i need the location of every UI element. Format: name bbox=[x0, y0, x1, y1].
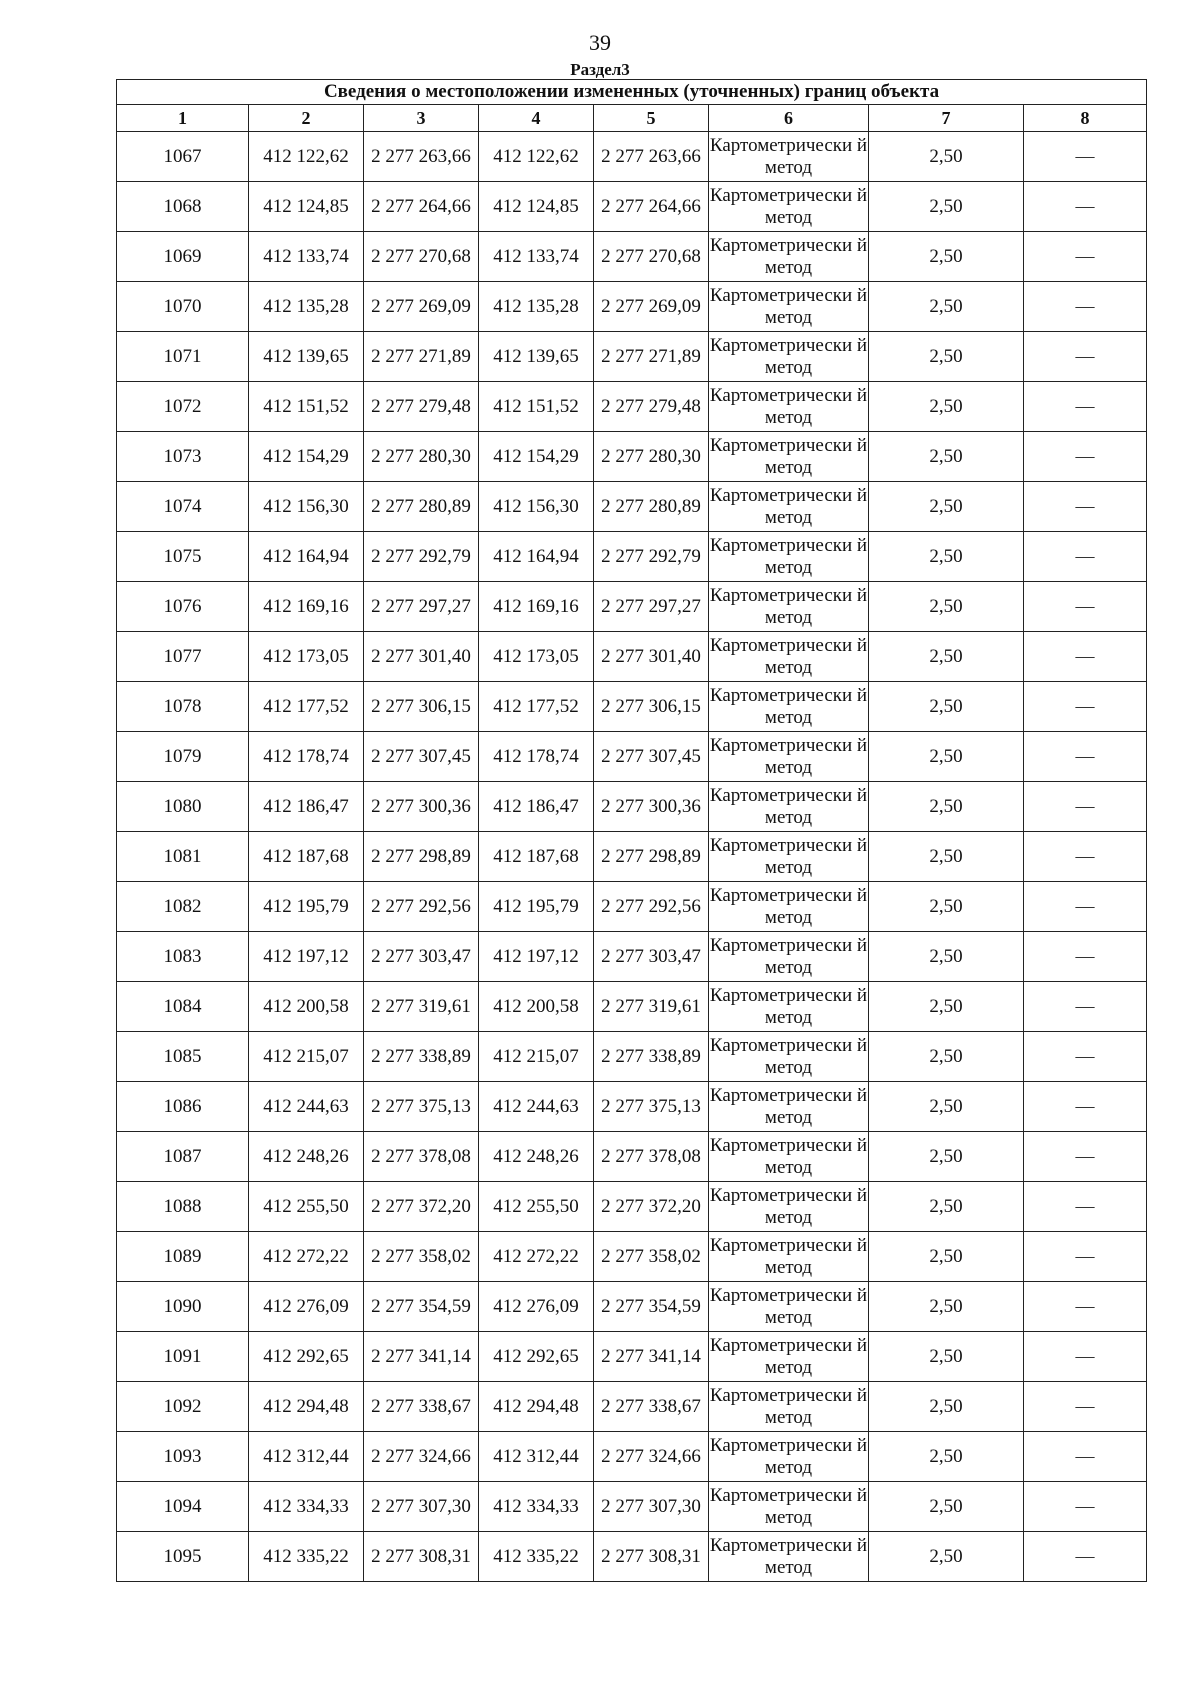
accuracy-cell: 2,50 bbox=[869, 582, 1024, 632]
y-new-cell: 2 277 338,89 bbox=[594, 1032, 709, 1082]
table-body bbox=[117, 132, 1147, 1582]
method-cell: Картометрически й метод bbox=[709, 782, 869, 832]
method-cell: Картометрически й метод bbox=[709, 232, 869, 282]
method-cell: Картометрически й метод bbox=[709, 1382, 869, 1432]
column-number-6: 6 bbox=[709, 105, 869, 132]
method-cell: Картометрически й метод bbox=[709, 832, 869, 882]
x-new-cell: 412 312,44 bbox=[479, 1432, 594, 1482]
point-number-cell: 1090 bbox=[117, 1282, 249, 1332]
accuracy-cell: 2,50 bbox=[869, 1282, 1024, 1332]
table-row bbox=[117, 482, 1147, 532]
x-new-cell: 412 178,74 bbox=[479, 732, 594, 782]
y-new-cell: 2 277 269,09 bbox=[594, 282, 709, 332]
accuracy-cell: 2,50 bbox=[869, 782, 1024, 832]
x-new-cell: 412 244,63 bbox=[479, 1082, 594, 1132]
column-number-2: 2 bbox=[249, 105, 364, 132]
column-number-8: 8 bbox=[1024, 105, 1147, 132]
point-number-cell: 1094 bbox=[117, 1482, 249, 1532]
method-cell: Картометрически й метод bbox=[709, 632, 869, 682]
x-existing-cell: 412 272,22 bbox=[249, 1232, 364, 1282]
accuracy-cell: 2,50 bbox=[869, 832, 1024, 882]
y-existing-cell: 2 277 292,79 bbox=[364, 532, 479, 582]
note-cell: — bbox=[1024, 1082, 1147, 1132]
x-new-cell: 412 187,68 bbox=[479, 832, 594, 882]
point-number-cell: 1091 bbox=[117, 1332, 249, 1382]
table-row bbox=[117, 1332, 1147, 1382]
y-new-cell: 2 277 301,40 bbox=[594, 632, 709, 682]
point-number-cell: 1088 bbox=[117, 1182, 249, 1232]
y-new-cell: 2 277 375,13 bbox=[594, 1082, 709, 1132]
y-existing-cell: 2 277 338,89 bbox=[364, 1032, 479, 1082]
accuracy-cell: 2,50 bbox=[869, 1182, 1024, 1232]
point-number-cell: 1069 bbox=[117, 232, 249, 282]
table-row bbox=[117, 1432, 1147, 1482]
note-cell: — bbox=[1024, 282, 1147, 332]
note-cell: — bbox=[1024, 1282, 1147, 1332]
method-cell: Картометрически й метод bbox=[709, 932, 869, 982]
y-new-cell: 2 277 300,36 bbox=[594, 782, 709, 832]
x-existing-cell: 412 255,50 bbox=[249, 1182, 364, 1232]
note-cell: — bbox=[1024, 332, 1147, 382]
note-cell: — bbox=[1024, 582, 1147, 632]
method-cell: Картометрически й метод bbox=[709, 282, 869, 332]
x-new-cell: 412 195,79 bbox=[479, 882, 594, 932]
accuracy-cell: 2,50 bbox=[869, 1232, 1024, 1282]
method-cell: Картометрически й метод bbox=[709, 982, 869, 1032]
y-new-cell: 2 277 280,30 bbox=[594, 432, 709, 482]
y-new-cell: 2 277 378,08 bbox=[594, 1132, 709, 1182]
table-row bbox=[117, 432, 1147, 482]
table-row bbox=[117, 682, 1147, 732]
accuracy-cell: 2,50 bbox=[869, 232, 1024, 282]
accuracy-cell: 2,50 bbox=[869, 1032, 1024, 1082]
x-new-cell: 412 272,22 bbox=[479, 1232, 594, 1282]
point-number-cell: 1068 bbox=[117, 182, 249, 232]
method-cell: Картометрически й метод bbox=[709, 382, 869, 432]
column-number-5: 5 bbox=[594, 105, 709, 132]
x-existing-cell: 412 195,79 bbox=[249, 882, 364, 932]
table-row bbox=[117, 632, 1147, 682]
x-new-cell: 412 154,29 bbox=[479, 432, 594, 482]
accuracy-cell: 2,50 bbox=[869, 1382, 1024, 1432]
x-existing-cell: 412 334,33 bbox=[249, 1482, 364, 1532]
method-cell: Картометрически й метод bbox=[709, 482, 869, 532]
y-existing-cell: 2 277 307,30 bbox=[364, 1482, 479, 1532]
table-row bbox=[117, 1482, 1147, 1532]
note-cell: — bbox=[1024, 1182, 1147, 1232]
point-number-cell: 1077 bbox=[117, 632, 249, 682]
note-cell: — bbox=[1024, 1232, 1147, 1282]
method-cell: Картометрически й метод bbox=[709, 532, 869, 582]
method-cell: Картометрически й метод bbox=[709, 732, 869, 782]
method-cell: Картометрически й метод bbox=[709, 132, 869, 182]
x-existing-cell: 412 292,65 bbox=[249, 1332, 364, 1382]
x-existing-cell: 412 173,05 bbox=[249, 632, 364, 682]
note-cell: — bbox=[1024, 632, 1147, 682]
table-row bbox=[117, 732, 1147, 782]
point-number-cell: 1093 bbox=[117, 1432, 249, 1482]
x-existing-cell: 412 294,48 bbox=[249, 1382, 364, 1432]
x-new-cell: 412 276,09 bbox=[479, 1282, 594, 1332]
point-number-cell: 1095 bbox=[117, 1532, 249, 1582]
point-number-cell: 1081 bbox=[117, 832, 249, 882]
x-existing-cell: 412 197,12 bbox=[249, 932, 364, 982]
point-number-cell: 1092 bbox=[117, 1382, 249, 1432]
method-cell: Картометрически й метод bbox=[709, 882, 869, 932]
column-number-3: 3 bbox=[364, 105, 479, 132]
point-number-cell: 1086 bbox=[117, 1082, 249, 1132]
x-existing-cell: 412 139,65 bbox=[249, 332, 364, 382]
table-row bbox=[117, 882, 1147, 932]
x-new-cell: 412 292,65 bbox=[479, 1332, 594, 1382]
point-number-cell: 1075 bbox=[117, 532, 249, 582]
y-new-cell: 2 277 271,89 bbox=[594, 332, 709, 382]
table-row bbox=[117, 1382, 1147, 1432]
x-new-cell: 412 135,28 bbox=[479, 282, 594, 332]
x-new-cell: 412 139,65 bbox=[479, 332, 594, 382]
method-cell: Картометрически й метод bbox=[709, 1232, 869, 1282]
y-existing-cell: 2 277 297,27 bbox=[364, 582, 479, 632]
method-cell: Картометрически й метод bbox=[709, 1532, 869, 1582]
point-number-cell: 1085 bbox=[117, 1032, 249, 1082]
table-row bbox=[117, 1532, 1147, 1582]
accuracy-cell: 2,50 bbox=[869, 1532, 1024, 1582]
column-numbers-row bbox=[117, 105, 1147, 132]
note-cell: — bbox=[1024, 782, 1147, 832]
table-caption: Сведения о местоположении измененных (уточненных) границ объекта bbox=[117, 80, 1147, 105]
x-new-cell: 412 169,16 bbox=[479, 582, 594, 632]
accuracy-cell: 2,50 bbox=[869, 382, 1024, 432]
y-new-cell: 2 277 292,56 bbox=[594, 882, 709, 932]
note-cell: — bbox=[1024, 532, 1147, 582]
y-existing-cell: 2 277 269,09 bbox=[364, 282, 479, 332]
table-row bbox=[117, 1082, 1147, 1132]
y-new-cell: 2 277 338,67 bbox=[594, 1382, 709, 1432]
method-cell: Картометрически й метод bbox=[709, 432, 869, 482]
note-cell: — bbox=[1024, 982, 1147, 1032]
y-new-cell: 2 277 297,27 bbox=[594, 582, 709, 632]
x-existing-cell: 412 178,74 bbox=[249, 732, 364, 782]
column-number-7: 7 bbox=[869, 105, 1024, 132]
point-number-cell: 1067 bbox=[117, 132, 249, 182]
y-existing-cell: 2 277 324,66 bbox=[364, 1432, 479, 1482]
x-new-cell: 412 177,52 bbox=[479, 682, 594, 732]
x-existing-cell: 412 186,47 bbox=[249, 782, 364, 832]
method-cell: Картометрически й метод bbox=[709, 1032, 869, 1082]
method-cell: Картометрически й метод bbox=[709, 582, 869, 632]
accuracy-cell: 2,50 bbox=[869, 1332, 1024, 1382]
note-cell: — bbox=[1024, 1332, 1147, 1382]
table-row bbox=[117, 932, 1147, 982]
section-title: Раздел3 bbox=[570, 60, 630, 79]
x-existing-cell: 412 151,52 bbox=[249, 382, 364, 432]
table-row bbox=[117, 382, 1147, 432]
point-number-cell: 1078 bbox=[117, 682, 249, 732]
table-row bbox=[117, 832, 1147, 882]
accuracy-cell: 2,50 bbox=[869, 632, 1024, 682]
x-new-cell: 412 294,48 bbox=[479, 1382, 594, 1432]
note-cell: — bbox=[1024, 432, 1147, 482]
y-new-cell: 2 277 307,45 bbox=[594, 732, 709, 782]
y-existing-cell: 2 277 271,89 bbox=[364, 332, 479, 382]
y-existing-cell: 2 277 303,47 bbox=[364, 932, 479, 982]
y-new-cell: 2 277 324,66 bbox=[594, 1432, 709, 1482]
y-new-cell: 2 277 306,15 bbox=[594, 682, 709, 732]
accuracy-cell: 2,50 bbox=[869, 132, 1024, 182]
x-new-cell: 412 133,74 bbox=[479, 232, 594, 282]
x-new-cell: 412 173,05 bbox=[479, 632, 594, 682]
note-cell: — bbox=[1024, 1382, 1147, 1432]
method-cell: Картометрически й метод bbox=[709, 1182, 869, 1232]
x-new-cell: 412 151,52 bbox=[479, 382, 594, 432]
point-number-cell: 1083 bbox=[117, 932, 249, 982]
y-new-cell: 2 277 303,47 bbox=[594, 932, 709, 982]
x-existing-cell: 412 124,85 bbox=[249, 182, 364, 232]
y-existing-cell: 2 277 300,36 bbox=[364, 782, 479, 832]
accuracy-cell: 2,50 bbox=[869, 532, 1024, 582]
point-number-cell: 1072 bbox=[117, 382, 249, 432]
x-new-cell: 412 186,47 bbox=[479, 782, 594, 832]
y-new-cell: 2 277 292,79 bbox=[594, 532, 709, 582]
y-existing-cell: 2 277 263,66 bbox=[364, 132, 479, 182]
y-existing-cell: 2 277 301,40 bbox=[364, 632, 479, 682]
x-new-cell: 412 334,33 bbox=[479, 1482, 594, 1532]
table-row bbox=[117, 532, 1147, 582]
note-cell: — bbox=[1024, 1432, 1147, 1482]
note-cell: — bbox=[1024, 932, 1147, 982]
note-cell: — bbox=[1024, 132, 1147, 182]
method-cell: Картометрически й метод bbox=[709, 1332, 869, 1382]
accuracy-cell: 2,50 bbox=[869, 432, 1024, 482]
x-existing-cell: 412 133,74 bbox=[249, 232, 364, 282]
table-row bbox=[117, 1182, 1147, 1232]
x-new-cell: 412 335,22 bbox=[479, 1532, 594, 1582]
point-number-cell: 1084 bbox=[117, 982, 249, 1032]
note-cell: — bbox=[1024, 882, 1147, 932]
x-existing-cell: 412 169,16 bbox=[249, 582, 364, 632]
point-number-cell: 1074 bbox=[117, 482, 249, 532]
point-number-cell: 1080 bbox=[117, 782, 249, 832]
note-cell: — bbox=[1024, 382, 1147, 432]
note-cell: — bbox=[1024, 1132, 1147, 1182]
y-existing-cell: 2 277 270,68 bbox=[364, 232, 479, 282]
table-row bbox=[117, 982, 1147, 1032]
page-number: 39 bbox=[589, 30, 611, 55]
x-existing-cell: 412 156,30 bbox=[249, 482, 364, 532]
y-existing-cell: 2 277 354,59 bbox=[364, 1282, 479, 1332]
y-existing-cell: 2 277 319,61 bbox=[364, 982, 479, 1032]
y-new-cell: 2 277 270,68 bbox=[594, 232, 709, 282]
accuracy-cell: 2,50 bbox=[869, 1082, 1024, 1132]
table-row bbox=[117, 1032, 1147, 1082]
method-cell: Картометрически й метод bbox=[709, 1132, 869, 1182]
y-new-cell: 2 277 341,14 bbox=[594, 1332, 709, 1382]
method-cell: Картометрически й метод bbox=[709, 1432, 869, 1482]
x-existing-cell: 412 122,62 bbox=[249, 132, 364, 182]
y-existing-cell: 2 277 280,89 bbox=[364, 482, 479, 532]
table-row bbox=[117, 332, 1147, 382]
point-number-cell: 1073 bbox=[117, 432, 249, 482]
point-number-cell: 1076 bbox=[117, 582, 249, 632]
point-number-cell: 1087 bbox=[117, 1132, 249, 1182]
x-new-cell: 412 200,58 bbox=[479, 982, 594, 1032]
point-number-cell: 1079 bbox=[117, 732, 249, 782]
y-new-cell: 2 277 298,89 bbox=[594, 832, 709, 882]
note-cell: — bbox=[1024, 1482, 1147, 1532]
accuracy-cell: 2,50 bbox=[869, 182, 1024, 232]
note-cell: — bbox=[1024, 232, 1147, 282]
point-number-cell: 1089 bbox=[117, 1232, 249, 1282]
x-new-cell: 412 156,30 bbox=[479, 482, 594, 532]
note-cell: — bbox=[1024, 732, 1147, 782]
note-cell: — bbox=[1024, 682, 1147, 732]
x-existing-cell: 412 177,52 bbox=[249, 682, 364, 732]
y-existing-cell: 2 277 358,02 bbox=[364, 1232, 479, 1282]
table-row bbox=[117, 582, 1147, 632]
x-existing-cell: 412 200,58 bbox=[249, 982, 364, 1032]
point-number-cell: 1082 bbox=[117, 882, 249, 932]
table-row bbox=[117, 232, 1147, 282]
table-row bbox=[117, 1282, 1147, 1332]
x-existing-cell: 412 154,29 bbox=[249, 432, 364, 482]
x-new-cell: 412 122,62 bbox=[479, 132, 594, 182]
y-existing-cell: 2 277 279,48 bbox=[364, 382, 479, 432]
method-cell: Картометрически й метод bbox=[709, 182, 869, 232]
method-cell: Картометрически й метод bbox=[709, 682, 869, 732]
accuracy-cell: 2,50 bbox=[869, 932, 1024, 982]
x-new-cell: 412 124,85 bbox=[479, 182, 594, 232]
boundary-coordinates-table bbox=[116, 79, 1147, 1582]
x-existing-cell: 412 187,68 bbox=[249, 832, 364, 882]
x-existing-cell: 412 248,26 bbox=[249, 1132, 364, 1182]
x-new-cell: 412 164,94 bbox=[479, 532, 594, 582]
table-row bbox=[117, 182, 1147, 232]
y-new-cell: 2 277 307,30 bbox=[594, 1482, 709, 1532]
point-number-cell: 1071 bbox=[117, 332, 249, 382]
method-cell: Картометрически й метод bbox=[709, 1282, 869, 1332]
y-existing-cell: 2 277 264,66 bbox=[364, 182, 479, 232]
column-number-1: 1 bbox=[117, 105, 249, 132]
x-new-cell: 412 255,50 bbox=[479, 1182, 594, 1232]
note-cell: — bbox=[1024, 832, 1147, 882]
note-cell: — bbox=[1024, 182, 1147, 232]
y-existing-cell: 2 277 306,15 bbox=[364, 682, 479, 732]
y-new-cell: 2 277 280,89 bbox=[594, 482, 709, 532]
y-new-cell: 2 277 264,66 bbox=[594, 182, 709, 232]
y-new-cell: 2 277 354,59 bbox=[594, 1282, 709, 1332]
accuracy-cell: 2,50 bbox=[869, 1432, 1024, 1482]
table-row bbox=[117, 1232, 1147, 1282]
y-existing-cell: 2 277 338,67 bbox=[364, 1382, 479, 1432]
method-cell: Картометрически й метод bbox=[709, 1482, 869, 1532]
x-existing-cell: 412 135,28 bbox=[249, 282, 364, 332]
accuracy-cell: 2,50 bbox=[869, 1132, 1024, 1182]
table-row bbox=[117, 132, 1147, 182]
x-existing-cell: 412 276,09 bbox=[249, 1282, 364, 1332]
accuracy-cell: 2,50 bbox=[869, 682, 1024, 732]
y-existing-cell: 2 277 307,45 bbox=[364, 732, 479, 782]
y-existing-cell: 2 277 308,31 bbox=[364, 1532, 479, 1582]
method-cell: Картометрически й метод bbox=[709, 1082, 869, 1132]
accuracy-cell: 2,50 bbox=[869, 482, 1024, 532]
y-existing-cell: 2 277 280,30 bbox=[364, 432, 479, 482]
table-row bbox=[117, 1132, 1147, 1182]
y-new-cell: 2 277 279,48 bbox=[594, 382, 709, 432]
accuracy-cell: 2,50 bbox=[869, 882, 1024, 932]
y-existing-cell: 2 277 292,56 bbox=[364, 882, 479, 932]
y-new-cell: 2 277 372,20 bbox=[594, 1182, 709, 1232]
y-new-cell: 2 277 308,31 bbox=[594, 1532, 709, 1582]
y-existing-cell: 2 277 372,20 bbox=[364, 1182, 479, 1232]
y-new-cell: 2 277 319,61 bbox=[594, 982, 709, 1032]
method-cell: Картометрически й метод bbox=[709, 332, 869, 382]
x-new-cell: 412 197,12 bbox=[479, 932, 594, 982]
note-cell: — bbox=[1024, 1532, 1147, 1582]
x-new-cell: 412 248,26 bbox=[479, 1132, 594, 1182]
x-existing-cell: 412 244,63 bbox=[249, 1082, 364, 1132]
note-cell: — bbox=[1024, 1032, 1147, 1082]
accuracy-cell: 2,50 bbox=[869, 282, 1024, 332]
note-cell: — bbox=[1024, 482, 1147, 532]
table-row bbox=[117, 782, 1147, 832]
y-existing-cell: 2 277 341,14 bbox=[364, 1332, 479, 1382]
table-row bbox=[117, 282, 1147, 332]
x-new-cell: 412 215,07 bbox=[479, 1032, 594, 1082]
accuracy-cell: 2,50 bbox=[869, 982, 1024, 1032]
y-existing-cell: 2 277 378,08 bbox=[364, 1132, 479, 1182]
x-existing-cell: 412 335,22 bbox=[249, 1532, 364, 1582]
x-existing-cell: 412 215,07 bbox=[249, 1032, 364, 1082]
x-existing-cell: 412 312,44 bbox=[249, 1432, 364, 1482]
y-new-cell: 2 277 358,02 bbox=[594, 1232, 709, 1282]
y-existing-cell: 2 277 298,89 bbox=[364, 832, 479, 882]
y-new-cell: 2 277 263,66 bbox=[594, 132, 709, 182]
y-existing-cell: 2 277 375,13 bbox=[364, 1082, 479, 1132]
accuracy-cell: 2,50 bbox=[869, 1482, 1024, 1532]
column-number-4: 4 bbox=[479, 105, 594, 132]
point-number-cell: 1070 bbox=[117, 282, 249, 332]
x-existing-cell: 412 164,94 bbox=[249, 532, 364, 582]
accuracy-cell: 2,50 bbox=[869, 732, 1024, 782]
accuracy-cell: 2,50 bbox=[869, 332, 1024, 382]
